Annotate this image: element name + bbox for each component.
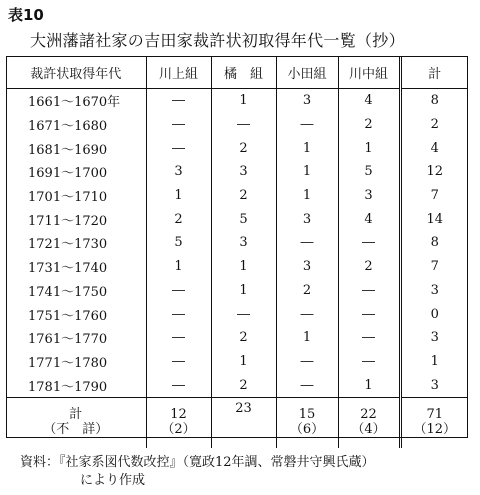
kawanaka-cell: 4 — [338, 89, 400, 113]
kawakami-cell: ― — [146, 279, 211, 303]
kawakami-cell: ― — [146, 136, 211, 160]
kawakami-cell: ― — [146, 373, 211, 397]
kawakami-cell: 3 — [146, 160, 211, 184]
kawanaka-cell: ― — [338, 231, 400, 255]
header-total: 計 — [400, 56, 468, 89]
source-line-2: により作成 — [80, 473, 146, 488]
total-cell: 8 — [400, 89, 468, 113]
table-row — [6, 255, 468, 279]
oda-cell: 3 — [276, 207, 338, 231]
total-cell: 1 — [400, 350, 468, 374]
tachibana-cell: 2 — [211, 184, 276, 208]
total-cell: 12 — [400, 160, 468, 184]
kawakami-cell: ― — [146, 326, 211, 350]
total-cell: 0 — [400, 302, 468, 326]
kawanaka-cell: ― — [338, 302, 400, 326]
header-oda: 小田組 — [276, 56, 338, 89]
oda-cell: 1 — [276, 184, 338, 208]
kawakami-cell: 5 — [146, 231, 211, 255]
tachibana-cell: 2 — [211, 136, 276, 160]
period-cell: 1691～1700 — [28, 166, 108, 182]
tachibana-cell: ― — [211, 113, 276, 137]
total-value: 71 — [426, 407, 444, 422]
header-row — [6, 56, 468, 89]
period-cell: 1711～1720 — [28, 213, 108, 229]
table-row — [6, 184, 468, 208]
oda-cell: ― — [276, 302, 338, 326]
header-period: 裁許状取得年代 — [6, 56, 146, 89]
tachibana-cell: 2 — [211, 326, 276, 350]
table-title: 大洲藩諸社家の吉田家裁許状初取得年代一覧（抄） — [30, 31, 405, 50]
kawakami-cell: ― — [146, 350, 211, 374]
period-cell: 1701～1710 — [28, 190, 108, 206]
total-value: 22 — [360, 407, 377, 422]
kawanaka-cell: 1 — [338, 373, 400, 397]
tachibana-cell: 1 — [211, 255, 276, 279]
tachibana-cell: 1 — [211, 350, 276, 374]
source-note — [20, 454, 375, 490]
tachibana-cell: 3 — [211, 160, 276, 184]
table-row — [6, 113, 468, 137]
table-row — [6, 350, 468, 374]
table-row — [6, 89, 468, 113]
kawakami-cell: ― — [146, 113, 211, 137]
total-cell: 3 — [400, 373, 468, 397]
header-tachibana: 橘 組 — [211, 56, 276, 89]
kawakami-cell: 2 — [146, 207, 211, 231]
period-cell: 1771～1780 — [28, 355, 108, 371]
kawanaka-cell: 5 — [338, 160, 400, 184]
kawakami-cell: 1 — [146, 184, 211, 208]
period-cell: 1761～1770 — [28, 332, 108, 348]
kawanaka-cell: 4 — [338, 207, 400, 231]
period-cell: 1721～1730 — [28, 237, 108, 253]
total-cell: 3 — [400, 326, 468, 350]
kawanaka-cell: ― — [338, 350, 400, 374]
total-value: 23 — [235, 400, 252, 416]
oda-cell: 1 — [276, 160, 338, 184]
table-body — [6, 89, 468, 448]
kawanaka-cell: 2 — [338, 113, 400, 137]
header-kawanaka: 川中組 — [338, 56, 400, 89]
tachibana-cell: 1 — [211, 89, 276, 113]
table-row — [6, 160, 468, 184]
total-row — [6, 397, 468, 448]
oda-cell: 2 — [276, 279, 338, 303]
unknown-value: （6） — [289, 421, 325, 437]
kawanaka-cell: ― — [338, 326, 400, 350]
total-value: 12 — [170, 407, 187, 422]
oda-cell: ― — [276, 231, 338, 255]
data-table — [6, 56, 468, 448]
tachibana-cell: 2 — [211, 373, 276, 397]
total-cell: 14 — [400, 207, 468, 231]
period-cell: 1681～1690 — [28, 142, 108, 158]
period-cell: 1731～1740 — [28, 261, 108, 277]
total-cell: 2 — [400, 113, 468, 137]
tachibana-cell: ― — [211, 302, 276, 326]
period-cell: 1781～1790 — [28, 379, 108, 395]
kawanaka-cell: 3 — [338, 184, 400, 208]
total-cell: 4 — [400, 136, 468, 160]
total-cell-kawakami — [146, 397, 211, 448]
oda-cell: ― — [276, 113, 338, 137]
period-cell: 1741～1750 — [28, 284, 108, 300]
table-number: 表10 — [8, 6, 44, 24]
total-cell-tachibana — [211, 397, 276, 448]
period-cell: 1751～1760 — [28, 308, 108, 324]
table-row — [6, 207, 468, 231]
total-cell: 7 — [400, 184, 468, 208]
source-line-1: 資料：『社家系図代数改控』（寛政12年調、常磐井守興氏蔵） — [20, 455, 375, 470]
unknown-value: （4） — [351, 421, 386, 437]
header-kawakami: 川上組 — [146, 56, 211, 89]
oda-cell: 1 — [276, 326, 338, 350]
total-cell: 7 — [400, 255, 468, 279]
total-cell: 8 — [400, 231, 468, 255]
period-cell: 1671～1680 — [28, 119, 108, 135]
total-value: 15 — [298, 407, 316, 422]
tachibana-cell: 1 — [211, 279, 276, 303]
total-label-cell — [6, 397, 146, 448]
table-row — [6, 231, 468, 255]
oda-cell: 3 — [276, 255, 338, 279]
period-cell: 1661～1670年 — [28, 95, 121, 111]
kawanaka-cell: 2 — [338, 255, 400, 279]
unknown-label: （不 詳） — [43, 421, 109, 437]
table-row — [6, 302, 468, 326]
kawakami-cell: ― — [146, 89, 211, 113]
kawakami-cell: ― — [146, 302, 211, 326]
kawanaka-cell: ― — [338, 279, 400, 303]
total-cell-total — [400, 397, 468, 448]
oda-cell: 3 — [276, 89, 338, 113]
tachibana-cell: 5 — [211, 207, 276, 231]
table-row — [6, 373, 468, 397]
unknown-value: （12） — [413, 421, 457, 437]
tachibana-cell: 3 — [211, 231, 276, 255]
unknown-value: （2） — [161, 421, 196, 437]
table-row — [6, 136, 468, 160]
kawanaka-cell: 1 — [338, 136, 400, 160]
total-cell: 3 — [400, 279, 468, 303]
total-cell-oda — [276, 397, 338, 448]
oda-cell: ― — [276, 350, 338, 374]
kawakami-cell: 1 — [146, 255, 211, 279]
oda-cell: 1 — [276, 136, 338, 160]
total-cell-kawanaka — [338, 397, 400, 448]
table-row — [6, 326, 468, 350]
table-row — [6, 279, 468, 303]
total-label: 計 — [69, 407, 83, 422]
oda-cell: ― — [276, 373, 338, 397]
